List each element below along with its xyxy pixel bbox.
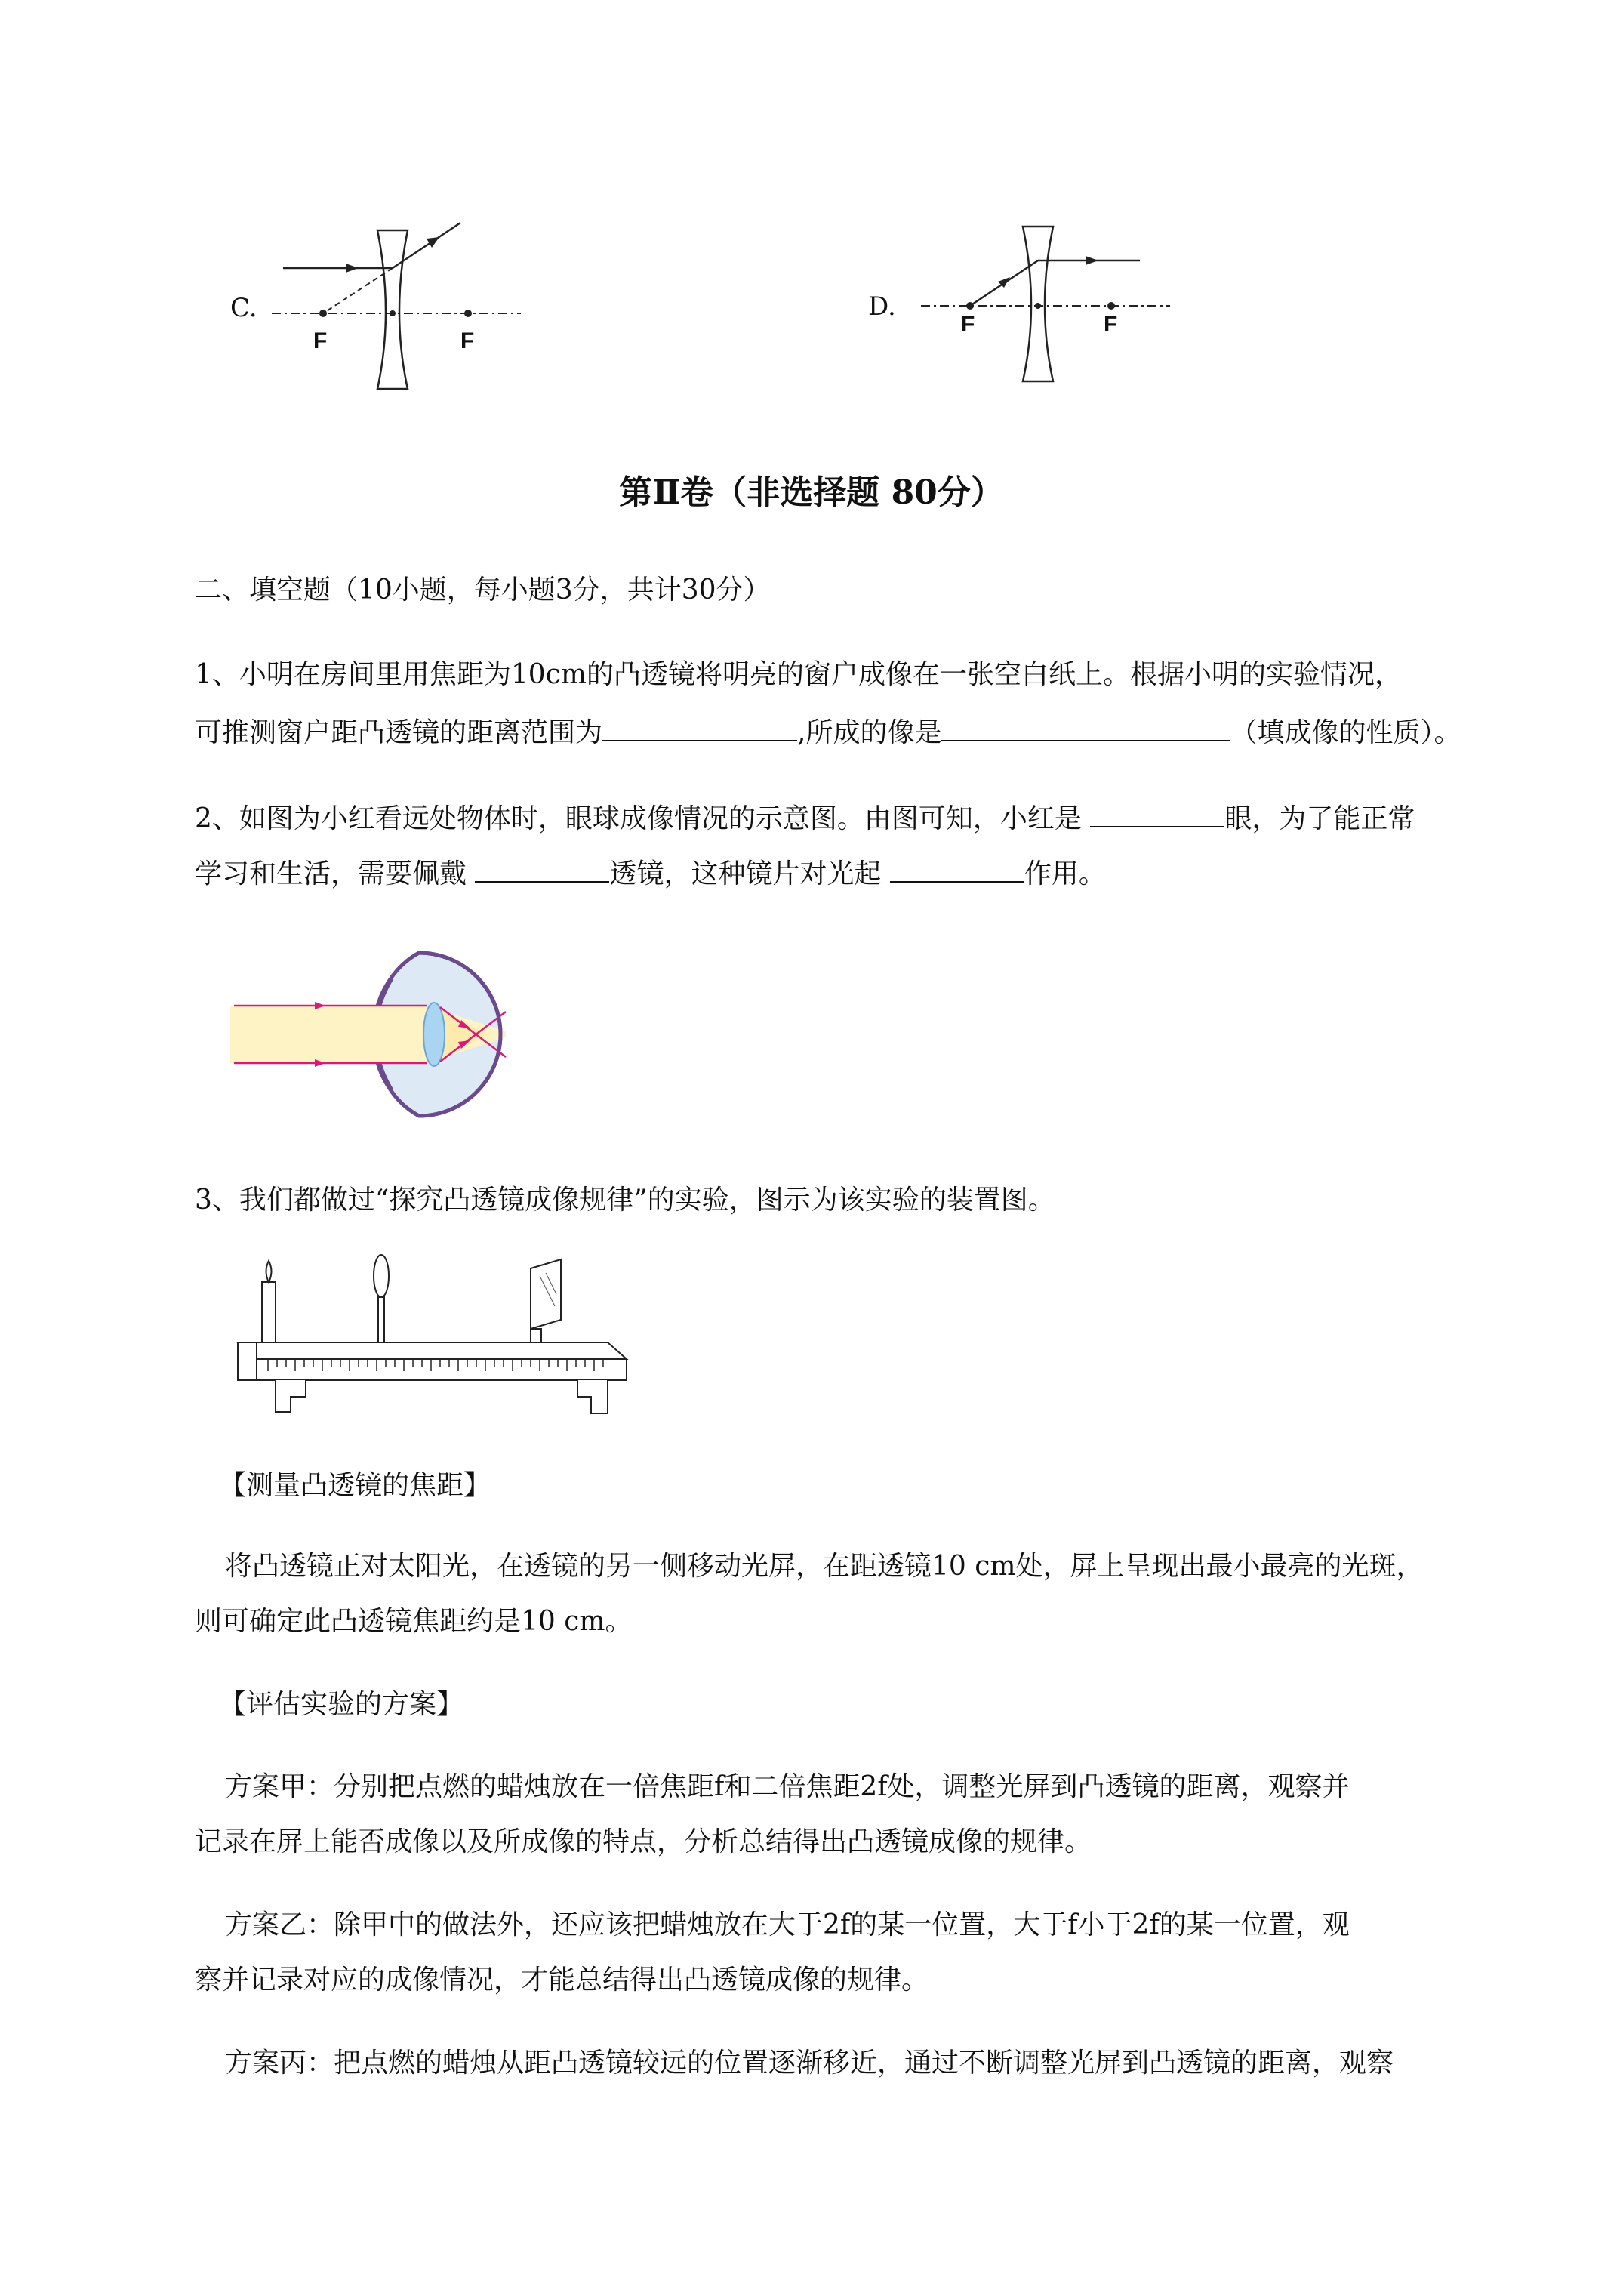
eye-diagram (230, 944, 577, 1133)
q3-measure-heading: 【测量凸透镜的焦距】 (219, 1470, 491, 1501)
q2-line1 (195, 800, 1415, 833)
q3-plan-b-line1: 方案乙：除甲中的做法外，还应该把蜡烛放在大于2f的某一位置，大于f小于2f的某一位置，观 (225, 1909, 1350, 1940)
q1-line2 (195, 714, 1461, 747)
section-title: 第Ⅱ卷（非选择题 80分） (619, 473, 1004, 512)
q3-measure-line2: 则可确定此凸透镜焦距约是10 cm。 (195, 1606, 633, 1637)
q2-blank-eye[interactable] (1090, 800, 1224, 827)
q1-line2-text-b: ,所成的像是 (797, 717, 942, 748)
q3-plan-c-line1: 方案丙：把点燃的蜡烛从距凸透镜较远的位置逐渐移近，通过不断调整光屏到凸透镜的距离，观察 (225, 2048, 1394, 2079)
q2-line1-text-a: 2、如图为小红看远处物体时，眼球成像情况的示意图。由图可知，小红是 (195, 803, 1091, 834)
option-c-focus-left: F (313, 328, 328, 353)
q1-blank-distance[interactable] (602, 714, 797, 741)
q2-line2 (195, 855, 1106, 888)
q2-line2-text-c: 作用。 (1024, 858, 1106, 889)
q1-line2-text-c: （填成像的性质）。 (1230, 717, 1461, 748)
q1-blank-image[interactable] (941, 714, 1230, 741)
option-d-focus-right: F (1104, 312, 1118, 337)
option-c-label: C. (230, 293, 257, 323)
q1-line2-text-a: 可推测窗户距凸透镜的距离范围为 (195, 717, 603, 748)
part2-heading: 二、填空题（10小题，每小题3分，共计30分） (195, 575, 771, 606)
q3-plan-b-line2: 察并记录对应的成像情况，才能总结得出凸透镜成像的规律。 (195, 1965, 929, 1996)
q3-plan-a-line2: 记录在屏上能否成像以及所成像的特点，分析总结得出凸透镜成像的规律。 (195, 1826, 1092, 1857)
q3-eval-heading: 【评估实验的方案】 (219, 1689, 464, 1720)
q3-measure-line1: 将凸透镜正对太阳光，在透镜的另一侧移动光屏，在距透镜10 cm处，屏上呈现出最小最亮的光斑， (225, 1551, 1424, 1582)
q2-blank-lens[interactable] (475, 855, 609, 883)
q2-line2-text-b: 透镜，这种镜片对光起 (609, 858, 890, 889)
option-c-focus-right: F (460, 328, 475, 353)
concave-lens-c (377, 230, 408, 389)
option-d-label: D. (868, 291, 896, 322)
optical-bench-diagram (230, 1253, 638, 1435)
option-d-focus-left: F (961, 312, 975, 337)
q2-line2-text-a: 学习和生活，需要佩戴 (195, 858, 476, 889)
option-d-diagram (913, 211, 1185, 400)
option-c-diagram (272, 211, 544, 400)
q1-line1: 1、小明在房间里用焦距为10cm的凸透镜将明亮的窗户成像在一张空白纸上。根据小明的实验情况， (195, 659, 1403, 690)
q2-line1-text-b: 眼，为了能正常 (1224, 803, 1415, 834)
q3-intro: 3、我们都做过“探究凸透镜成像规律”的实验，图示为该实验的装置图。 (195, 1185, 1055, 1216)
crystalline-lens (423, 1003, 445, 1066)
q3-plan-a-line1: 方案甲：分别把点燃的蜡烛放在一倍焦距f和二倍焦距2f处，调整光屏到凸透镜的距离，观察并 (225, 1771, 1350, 1802)
q2-blank-effect[interactable] (890, 855, 1024, 883)
